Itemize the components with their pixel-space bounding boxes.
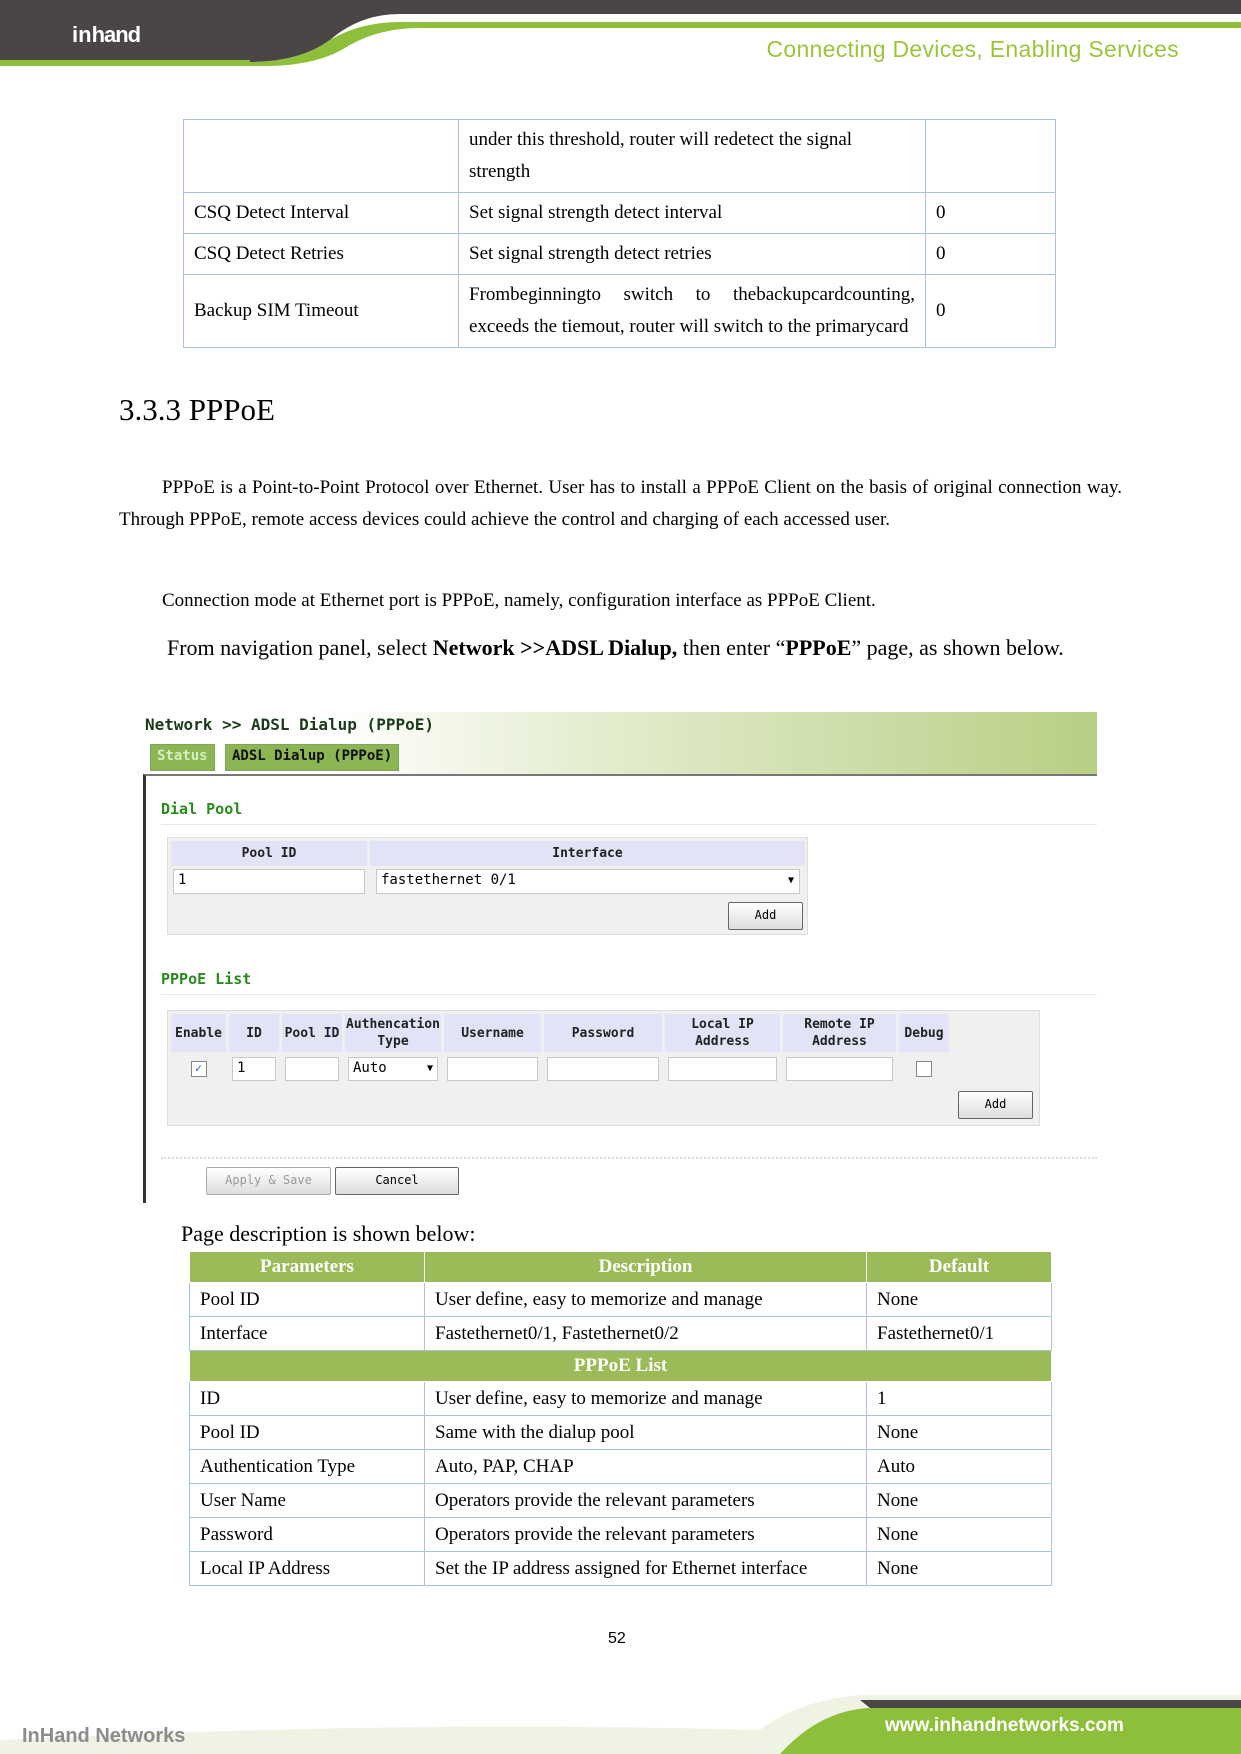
col-debug: Debug (899, 1014, 949, 1052)
table-cell: 1 (867, 1382, 1052, 1416)
table-cell: Operators provide the relevant parameters (425, 1484, 867, 1518)
table-cell: CSQ Detect Interval (184, 193, 459, 234)
nav-path: Network >>ADSL Dialup, (432, 635, 678, 660)
table-header: PPPoE List (190, 1351, 1052, 1382)
pppoe-add-button[interactable]: Add (958, 1091, 1033, 1119)
table-header: Description (425, 1252, 867, 1283)
table-row (184, 120, 1056, 193)
remote-ip-input[interactable] (786, 1057, 893, 1081)
tab-status[interactable]: Status (150, 744, 215, 771)
dial-pool-add-button[interactable]: Add (728, 902, 803, 930)
table-row (190, 1382, 1052, 1416)
id-input[interactable]: 1 (232, 1057, 276, 1081)
description-intro: Page description is shown below: (181, 1221, 476, 1246)
table-row (184, 275, 1056, 348)
password-input[interactable] (547, 1057, 659, 1081)
table-cell: 0 (926, 193, 1056, 234)
divider (161, 1157, 1097, 1159)
table-cell: User Name (190, 1484, 425, 1518)
header-row (190, 1252, 1052, 1283)
enable-checkbox[interactable]: ✓ (191, 1061, 207, 1077)
table-row (190, 1552, 1052, 1586)
footer-company: InHand Networks (22, 1725, 186, 1747)
apply-save-button[interactable]: Apply & Save (206, 1167, 331, 1195)
table-row (190, 1518, 1052, 1552)
local-ip-input[interactable] (668, 1057, 777, 1081)
table-cell: Pool ID (190, 1283, 425, 1317)
table-header: Default (867, 1252, 1052, 1283)
table-row (184, 234, 1056, 275)
pool-id-input[interactable] (285, 1057, 339, 1081)
auth-type-select[interactable] (348, 1057, 438, 1081)
table-cell: Operators provide the relevant parameters (425, 1518, 867, 1552)
table-cell: ID (190, 1382, 425, 1416)
col-password: Password (544, 1014, 662, 1052)
dropdown-arrow-icon: ▼ (787, 875, 794, 886)
tagline: Connecting Devices, Enabling Services (766, 36, 1179, 62)
table-row (190, 1317, 1052, 1351)
table-row (190, 1450, 1052, 1484)
navigation-paragraph (119, 632, 1122, 664)
parameter-table-continued (183, 119, 1056, 348)
col-username: Username (444, 1014, 541, 1052)
table-cell: None (867, 1484, 1052, 1518)
table-row (190, 1484, 1052, 1518)
table-cell (184, 120, 459, 193)
table-cell: User define, easy to memorize and manage (425, 1283, 867, 1317)
subheader-row (190, 1351, 1052, 1382)
breadcrumb: Network >> ADSL Dialup (PPPoE) (145, 715, 434, 734)
table-cell: Set the IP address assigned for Ethernet interface (425, 1552, 867, 1586)
table-cell: None (867, 1552, 1052, 1586)
tab-adsl-dialup[interactable]: ADSL Dialup (PPPoE) (225, 744, 399, 771)
table-cell: Authentication Type (190, 1450, 425, 1484)
dial-pool-title: Dial Pool (161, 800, 243, 818)
table-row (184, 193, 1056, 234)
table-row (190, 1283, 1052, 1317)
divider (161, 824, 1097, 825)
col-pool-id: Pool ID (171, 841, 367, 866)
table-cell (926, 120, 1056, 193)
footer-url: www.inhandnetworks.com (885, 1715, 1124, 1736)
table-cell: 0 (926, 275, 1056, 348)
table-cell: under this threshold, router will redetect the signal strength (459, 120, 926, 193)
username-input[interactable] (447, 1057, 538, 1081)
col-remote-ip: Remote IP Address (783, 1014, 896, 1052)
col-interface: Interface (370, 841, 805, 866)
col-id: ID (229, 1014, 279, 1052)
table-cell: Local IP Address (190, 1552, 425, 1586)
table-cell: Interface (190, 1317, 425, 1351)
interface-select[interactable] (376, 869, 800, 894)
page-name: PPPoE (785, 635, 852, 660)
pppoe-config-screenshot (143, 712, 1097, 1203)
table-cell: 0 (926, 234, 1056, 275)
pppoe-list-title: PPPoE List (161, 970, 252, 988)
table-cell: Fastethernet0/1, Fastethernet0/2 (425, 1317, 867, 1351)
pool-id-input[interactable]: 1 (173, 869, 365, 894)
col-enable: Enable (171, 1014, 226, 1052)
auth-type-value: Auto (353, 1060, 387, 1076)
dropdown-arrow-icon: ▼ (426, 1063, 433, 1074)
dial-pool-table (167, 837, 808, 935)
connection-mode-paragraph: Connection mode at Ethernet port is PPPoE, namely, configuration interface as PPPoE Client. (162, 590, 876, 611)
text: then enter “ (677, 635, 786, 660)
table-cell: Set signal strength detect retries (459, 234, 926, 275)
table-row (190, 1416, 1052, 1450)
table-cell: Set signal strength detect interval (459, 193, 926, 234)
interface-value: fastethernet 0/1 (381, 872, 516, 888)
cancel-button[interactable]: Cancel (335, 1167, 459, 1195)
table-cell: Fastethernet0/1 (867, 1317, 1052, 1351)
text: From navigation panel, select (167, 635, 433, 660)
table-header: Parameters (190, 1252, 425, 1283)
table-cell: None (867, 1518, 1052, 1552)
col-local-ip: Local IP Address (665, 1014, 780, 1052)
col-pool-id: Pool ID (282, 1014, 342, 1052)
table-cell: Backup SIM Timeout (184, 275, 459, 348)
inhand-logo: inhand (72, 22, 141, 47)
table-cell: Auto, PAP, CHAP (425, 1450, 867, 1484)
section-title: 3.3.3 PPPoE (119, 392, 275, 427)
table-cell: Auto (867, 1450, 1052, 1484)
text: ” page, as shown below. (851, 635, 1064, 660)
col-auth-type: Authencation Type (345, 1014, 441, 1052)
table-cell: CSQ Detect Retries (184, 234, 459, 275)
page-number: 52 (608, 1630, 626, 1647)
table-cell: None (867, 1283, 1052, 1317)
page-description-table (189, 1251, 1052, 1586)
table-cell: None (867, 1416, 1052, 1450)
pppoe-list-table (167, 1010, 1040, 1126)
intro-paragraph: PPPoE is a Point-to-Point Protocol over Ethernet. User has to install a PPPoE Client on the basis of original connection way. Through PPPoE, remote access devices could achieve the control and charging of each accessed user. (119, 477, 1122, 530)
debug-checkbox[interactable] (916, 1061, 932, 1077)
table-cell: Same with the dialup pool (425, 1416, 867, 1450)
table-cell: Frombeginningto switch to thebackupcardcounting, exceeds the tiemout, router will switch to the primarycard (459, 275, 926, 348)
table-cell: User define, easy to memorize and manage (425, 1382, 867, 1416)
table-cell: Password (190, 1518, 425, 1552)
table-cell: Pool ID (190, 1416, 425, 1450)
divider (161, 994, 1097, 995)
